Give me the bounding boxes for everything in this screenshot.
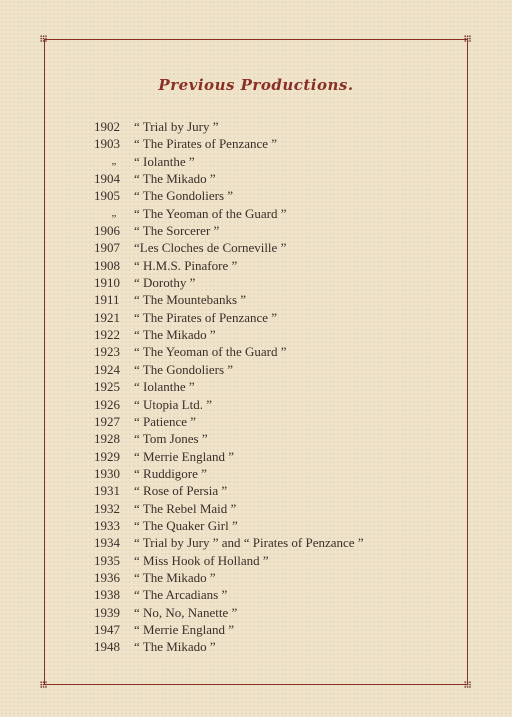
production-row — [94, 187, 364, 204]
production-row — [94, 604, 364, 621]
production-year: 1932 — [94, 500, 120, 516]
corner-ornament-bottom-right — [464, 681, 471, 688]
production-title: “ Iolanthe ” — [134, 379, 195, 395]
production-row — [94, 552, 364, 569]
production-title: “ Trial by Jury ” — [134, 119, 219, 134]
production-title: “ Trial by Jury ” and “ Pirates of Penzance ” — [134, 535, 364, 551]
production-title: “ The Mikado ” — [134, 569, 216, 585]
production-row — [94, 153, 364, 170]
production-year: 1929 — [94, 448, 120, 464]
production-year: 1939 — [94, 604, 120, 620]
production-title: “ Utopia Ltd. ” — [134, 396, 212, 412]
production-year: 1928 — [94, 431, 120, 447]
production-row — [94, 135, 364, 152]
production-row — [94, 205, 364, 222]
production-title: “ The Gondoliers ” — [134, 361, 234, 377]
production-row — [94, 586, 364, 603]
production-year: 1903 — [94, 136, 120, 152]
production-row — [94, 309, 364, 326]
production-year: 1923 — [94, 344, 120, 360]
production-year: 1907 — [94, 240, 120, 256]
production-title: “ The Quaker Girl ” — [134, 517, 238, 533]
production-title: “ Ruddigore ” — [134, 465, 207, 481]
production-title: “ The Pirates of Penzance ” — [134, 309, 278, 325]
production-row — [94, 534, 364, 551]
production-year: 1927 — [94, 413, 120, 429]
production-row — [94, 274, 364, 291]
production-title: “ The Mikado ” — [134, 639, 216, 655]
production-title: “ The Mountebanks ” — [134, 292, 247, 308]
production-row — [94, 517, 364, 534]
production-year: 1934 — [94, 535, 120, 551]
production-year: 1906 — [94, 223, 120, 239]
page-title: Previous Productions. — [158, 76, 354, 94]
production-title: “ Merrie England ” — [134, 448, 234, 464]
production-title: “ The Pirates of Penzance ” — [134, 136, 278, 152]
production-row — [94, 378, 364, 395]
production-title: “ Merrie England ” — [134, 621, 234, 637]
production-year: 1947 — [94, 621, 120, 637]
production-year: 1921 — [94, 309, 120, 325]
production-year: 1935 — [94, 552, 120, 568]
production-title: “ The Yeoman of the Guard ” — [134, 344, 287, 360]
production-row — [94, 361, 364, 378]
production-title: “ The Mikado ” — [134, 171, 216, 187]
production-row — [94, 257, 364, 274]
production-title: “ H.M.S. Pinafore ” — [134, 257, 238, 273]
production-title: “ Rose of Persia ” — [134, 483, 228, 499]
production-row — [94, 326, 364, 343]
production-year: 1936 — [94, 569, 120, 585]
production-row — [94, 343, 364, 360]
production-year: 1933 — [94, 517, 120, 533]
production-year: 1931 — [94, 483, 120, 499]
production-year: 1910 — [94, 275, 120, 291]
production-year: 1938 — [94, 587, 120, 603]
production-row — [94, 430, 364, 447]
production-title: “ The Yeoman of the Guard ” — [134, 205, 287, 221]
production-title: “ The Mikado ” — [134, 327, 216, 343]
production-row — [94, 222, 364, 239]
production-row — [94, 500, 364, 517]
production-year: 1908 — [94, 257, 120, 273]
production-row — [94, 482, 364, 499]
production-row — [94, 638, 364, 655]
production-year: „ — [111, 154, 117, 167]
production-title: “ Tom Jones ” — [134, 431, 208, 447]
production-title: “ No, No, Nanette ” — [134, 604, 238, 620]
production-row — [94, 170, 364, 187]
production-year: 1902 — [94, 119, 120, 134]
production-title: “ Dorothy ” — [134, 275, 196, 291]
production-year: 1926 — [94, 396, 120, 412]
production-title: “ Patience ” — [134, 413, 197, 429]
corner-ornament-top-right — [464, 35, 471, 42]
production-title: “ Miss Hook of Holland ” — [134, 552, 269, 568]
production-year: 1922 — [94, 327, 120, 343]
productions-list — [94, 118, 364, 656]
production-title: “ The Arcadians ” — [134, 587, 228, 603]
production-row — [94, 621, 364, 638]
production-title: “ The Rebel Maid ” — [134, 500, 237, 516]
production-year: 1924 — [94, 361, 120, 377]
production-year: 1948 — [94, 639, 120, 655]
production-year: 1911 — [94, 292, 120, 308]
production-row — [94, 239, 364, 256]
production-row — [94, 465, 364, 482]
production-row — [94, 396, 364, 413]
production-title: “ Iolanthe ” — [134, 153, 195, 169]
production-row — [94, 448, 364, 465]
production-title: “ The Gondoliers ” — [134, 188, 234, 204]
production-row — [94, 291, 364, 308]
production-year: 1905 — [94, 188, 120, 204]
production-year: 1930 — [94, 465, 120, 481]
production-title: “Les Cloches de Corneville ” — [134, 240, 287, 256]
corner-ornament-top-left — [40, 35, 47, 42]
corner-ornament-bottom-left — [40, 681, 47, 688]
production-title: “ The Sorcerer ” — [134, 223, 220, 239]
production-row — [94, 413, 364, 430]
production-row — [94, 118, 364, 135]
production-year: „ — [111, 206, 117, 219]
production-year: 1925 — [94, 379, 120, 395]
production-row — [94, 569, 364, 586]
production-year: 1904 — [94, 171, 120, 187]
